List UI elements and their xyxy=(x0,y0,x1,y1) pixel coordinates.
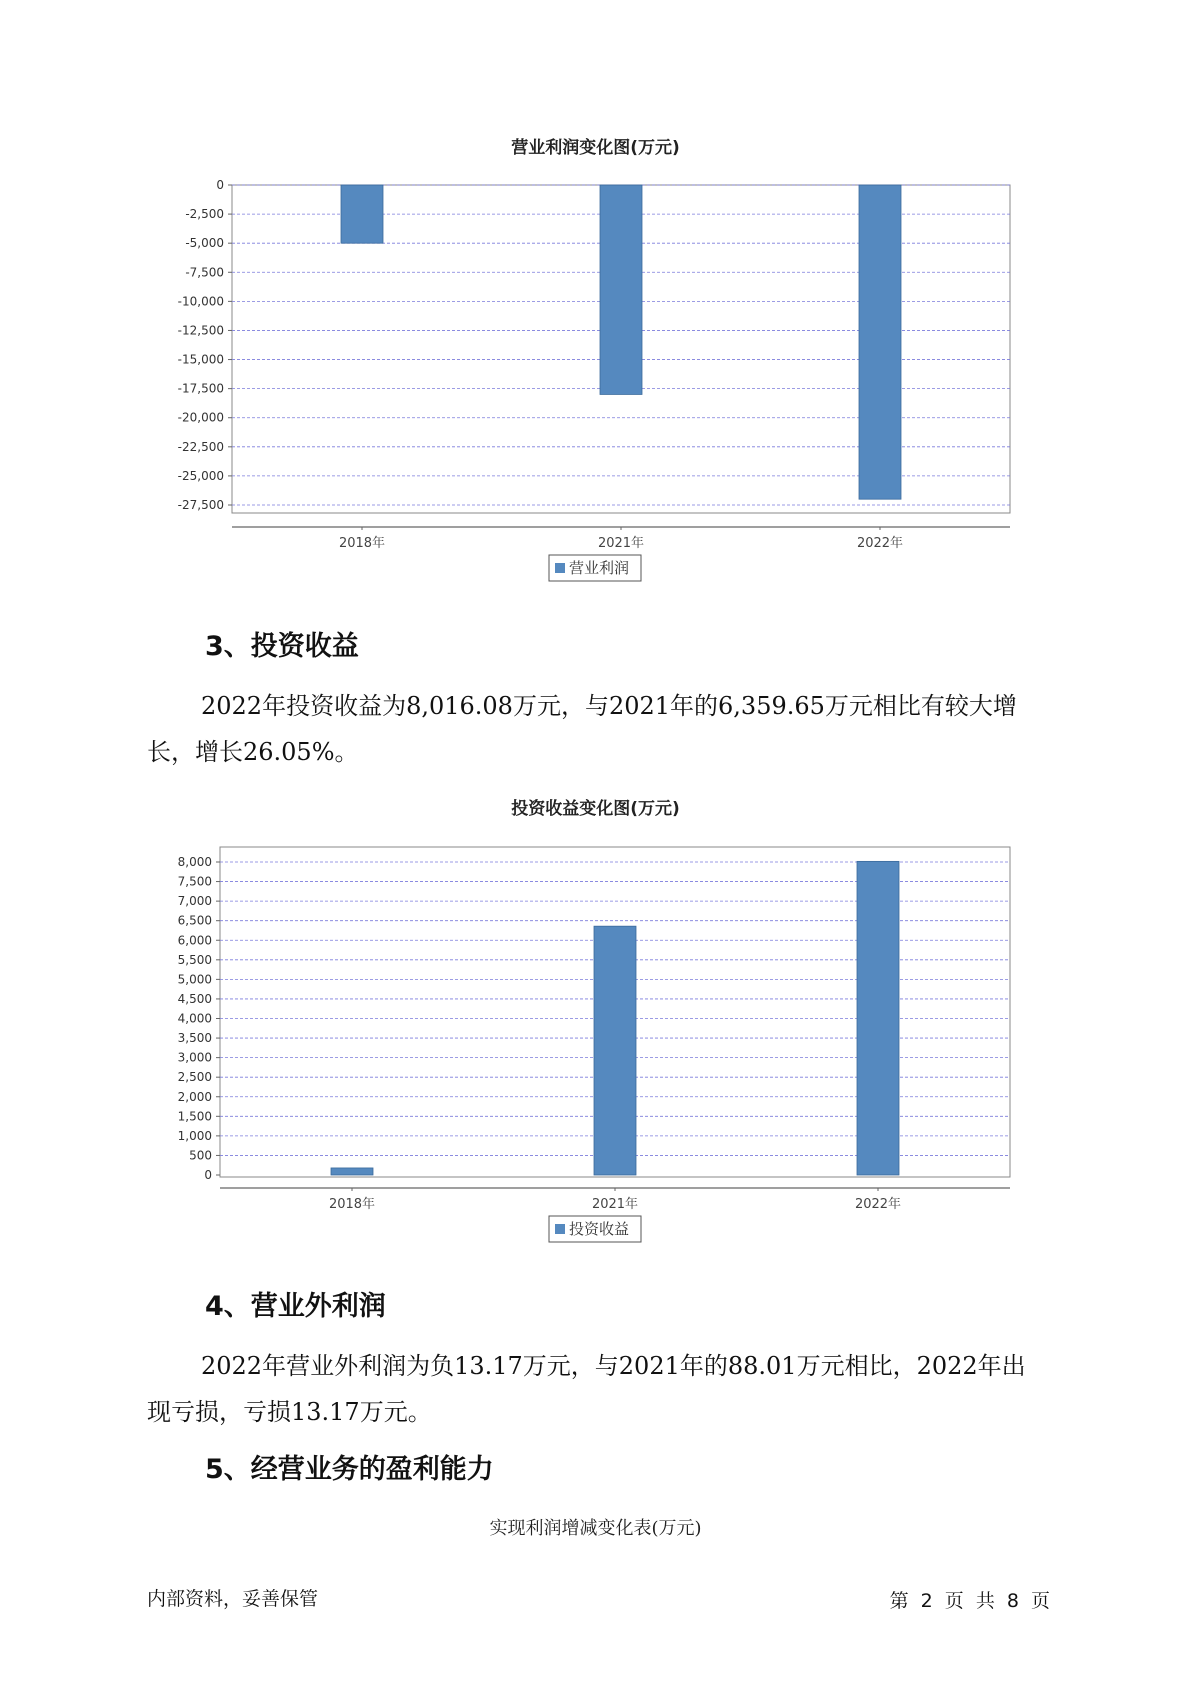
chart2-title: 投资收益变化图(万元) xyxy=(511,799,680,819)
bar xyxy=(600,185,642,394)
y-tick-label: -20,000 xyxy=(177,410,224,425)
y-tick-label: 0 xyxy=(216,178,224,192)
y-tick-label: -5,000 xyxy=(185,236,224,251)
y-tick-label: 7,500 xyxy=(177,874,212,889)
bar xyxy=(857,861,899,1175)
y-tick-label: 4,000 xyxy=(177,1011,212,1026)
legend-label: 营业利润 xyxy=(569,559,630,577)
y-tick-label: 6,500 xyxy=(177,913,212,928)
y-tick-label: -22,500 xyxy=(177,439,224,454)
x-tick-label: 2018年 xyxy=(338,536,386,551)
y-tick-label: 5,000 xyxy=(177,972,212,987)
operating-profit-chart xyxy=(0,0,1191,577)
x-tick-label: 2018年 xyxy=(328,1197,376,1212)
section3-heading: 3、投资收益 xyxy=(205,631,359,662)
y-tick-label: -27,500 xyxy=(177,498,224,512)
section5-heading: 5、经营业务的盈利能力 xyxy=(205,1454,494,1485)
y-tick-label: 4,500 xyxy=(177,991,212,1006)
section3-paragraph: 2022年投资收益为8,016.08万元，与2021年的6,359.65万元相比有较大增长，增长26.05%。 xyxy=(147,692,1017,766)
y-tick-label: 500 xyxy=(189,1148,212,1163)
y-tick-label: 7,000 xyxy=(177,894,212,909)
bar xyxy=(341,185,383,243)
legend-swatch xyxy=(555,563,565,573)
y-tick-label: 8,000 xyxy=(177,855,212,869)
table-caption: 实现利润增减变化表(万元) xyxy=(489,1518,702,1539)
y-tick-label: -7,500 xyxy=(185,265,224,280)
y-tick-label: 3,000 xyxy=(177,1050,212,1065)
bar xyxy=(859,185,901,499)
chart1-title: 营业利润变化图(万元) xyxy=(511,138,680,158)
y-tick-label: 0 xyxy=(204,1168,212,1182)
investment-income-chart xyxy=(0,830,1191,1238)
y-tick-label: -10,000 xyxy=(177,294,224,309)
y-tick-label: -12,500 xyxy=(177,323,224,338)
y-tick-label: 2,500 xyxy=(177,1070,212,1085)
bar xyxy=(594,926,636,1175)
x-tick-label: 2021年 xyxy=(591,1197,639,1212)
y-tick-label: 2,000 xyxy=(177,1089,212,1104)
legend-label: 投资收益 xyxy=(569,1220,630,1238)
legend-swatch xyxy=(555,1224,565,1234)
y-tick-label: 1,500 xyxy=(177,1109,212,1124)
section4-paragraph: 2022年营业外利润为负13.17万元，与2021年的88.01万元相比，2022年出现亏损，亏损13.17万元。 xyxy=(147,1352,1026,1426)
bar xyxy=(331,1168,373,1175)
x-tick-label: 2022年 xyxy=(856,536,904,551)
section4-heading: 4、营业外利润 xyxy=(205,1291,386,1322)
y-tick-label: 5,500 xyxy=(177,952,212,967)
y-tick-label: -17,500 xyxy=(177,381,224,396)
x-tick-label: 2022年 xyxy=(854,1197,902,1212)
y-tick-label: 3,500 xyxy=(177,1031,212,1046)
footer-confidential-note: 内部资料，妥善保管 xyxy=(147,1588,319,1610)
footer-page-number: 第 2 页 共 8 页 xyxy=(889,1590,1050,1612)
y-tick-label: 6,000 xyxy=(177,933,212,948)
y-tick-label: -25,000 xyxy=(177,468,224,483)
y-tick-label: 1,000 xyxy=(177,1128,212,1143)
y-tick-label: -15,000 xyxy=(177,352,224,367)
y-tick-label: -2,500 xyxy=(185,207,224,222)
x-tick-label: 2021年 xyxy=(597,536,645,551)
